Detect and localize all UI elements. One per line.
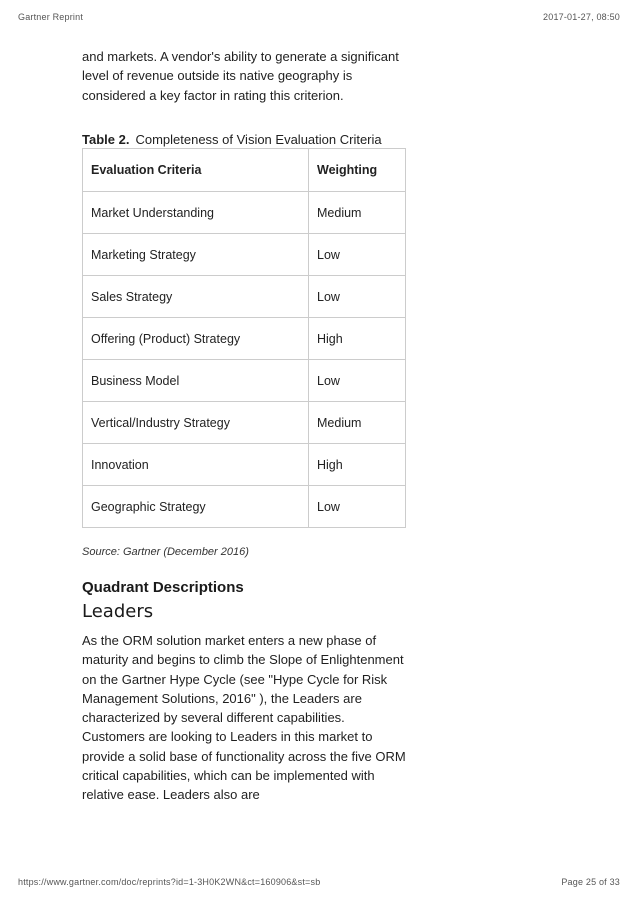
weighting-cell: Low bbox=[309, 486, 406, 528]
weighting-cell: Low bbox=[309, 360, 406, 402]
section-heading: Quadrant Descriptions bbox=[82, 579, 244, 596]
weighting-cell: Medium bbox=[309, 402, 406, 444]
table-row bbox=[83, 486, 406, 528]
page-number: Page 25 of 33 bbox=[561, 877, 620, 887]
table-row bbox=[83, 276, 406, 318]
column-header-weighting: Weighting bbox=[309, 149, 406, 192]
table-number: Table 2. bbox=[82, 132, 130, 147]
criteria-cell: Market Understanding bbox=[83, 192, 309, 234]
criteria-cell: Business Model bbox=[83, 360, 309, 402]
intro-paragraph: and markets. A vendor's ability to generate a significant level of revenue outside its native geography is considered a key factor in rating this criterion. bbox=[82, 49, 399, 103]
table-row bbox=[83, 402, 406, 444]
criteria-cell: Offering (Product) Strategy bbox=[83, 318, 309, 360]
criteria-cell: Innovation bbox=[83, 444, 309, 486]
weighting-cell: Medium bbox=[309, 192, 406, 234]
column-header-criteria: Evaluation Criteria bbox=[83, 149, 309, 192]
table-row bbox=[83, 234, 406, 276]
subsection-heading: Leaders bbox=[82, 601, 154, 622]
table-row bbox=[83, 192, 406, 234]
weighting-cell: High bbox=[309, 444, 406, 486]
table-row bbox=[83, 318, 406, 360]
header-timestamp: 2017-01-27, 08:50 bbox=[543, 12, 620, 22]
table-title: Completeness of Vision Evaluation Criteria bbox=[135, 132, 382, 147]
header-title: Gartner Reprint bbox=[18, 12, 84, 22]
weighting-cell: Low bbox=[309, 234, 406, 276]
weighting-cell: Low bbox=[309, 276, 406, 318]
weighting-cell: High bbox=[309, 318, 406, 360]
criteria-cell: Geographic Strategy bbox=[83, 486, 309, 528]
evaluation-criteria-table bbox=[82, 148, 406, 528]
criteria-cell: Vertical/Industry Strategy bbox=[83, 402, 309, 444]
table-row bbox=[83, 360, 406, 402]
leaders-paragraph: As the ORM solution market enters a new phase of maturity and begins to climb the Slope of Enlightenment on the Gartner Hype Cycle (see "Hype Cycle for Risk Management Solutions, 2016" ), the Leaders are characterized by several different capabilities. Customers are looking to Leaders in this market to provide a solid base of functionality across the five ORM critical capabilities, which can be implemented with relative ease. Leaders also are bbox=[82, 633, 406, 803]
criteria-cell: Marketing Strategy bbox=[83, 234, 309, 276]
footer-url[interactable]: https://www.gartner.com/doc/reprints?id=1-3H0K2WN&ct=160906&st=sb bbox=[18, 877, 321, 887]
table-row bbox=[83, 444, 406, 486]
table-caption bbox=[82, 132, 382, 147]
table-source: Source: Gartner (December 2016) bbox=[82, 546, 249, 558]
criteria-cell: Sales Strategy bbox=[83, 276, 309, 318]
table-header-row bbox=[83, 149, 406, 192]
